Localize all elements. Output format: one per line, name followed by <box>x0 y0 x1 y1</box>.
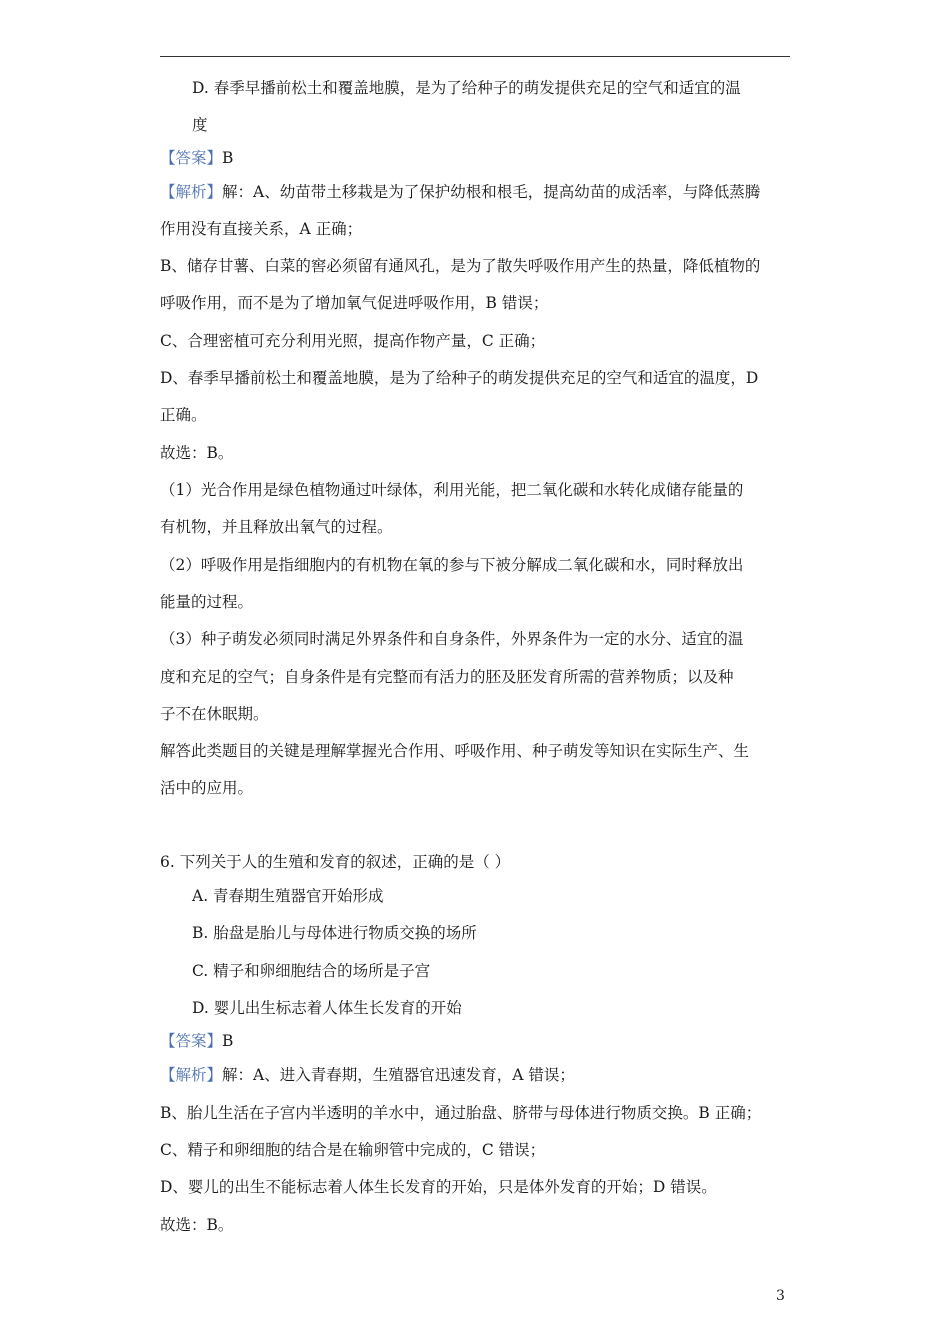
page-number: 3 <box>776 1288 785 1304</box>
q5-analysis-line: 能量的过程。 <box>160 593 254 611</box>
q6-option-a: A. 青春期生殖器官开始形成 <box>192 887 384 905</box>
q6-stem: 6. 下列关于人的生殖和发育的叙述，正确的是（ ） <box>160 853 511 871</box>
q6-option-b: B. 胎盘是胎儿与母体进行物质交换的场所 <box>192 924 477 942</box>
q5-analysis-line: 作用没有直接关系，A 正确； <box>160 220 363 238</box>
q6-option-c: C. 精子和卵细胞结合的场所是子宫 <box>192 962 431 980</box>
q5-analysis-line: （3）种子萌发必须同时满足外界条件和自身条件，外界条件为一定的水分、适宜的温 <box>160 630 744 648</box>
q5-analysis-line: 有机物，并且释放出氧气的过程。 <box>160 518 393 536</box>
q5-analysis-line: 正确。 <box>160 406 207 424</box>
q5-analysis-line: D、春季早播前松土和覆盖地膜，是为了给种子的萌发提供充足的空气和适宜的温度，D <box>160 369 759 387</box>
q6-analysis-line: B、胎儿生活在子宫内半透明的羊水中，通过胎盘、脐带与母体进行物质交换。B 正确； <box>160 1104 762 1122</box>
q5-analysis-line: （2）呼吸作用是指细胞内的有机物在氧的参与下被分解成二氧化碳和水，同时释放出 <box>160 556 744 574</box>
q5-analysis-line: 呼吸作用，而不是为了增加氧气促进呼吸作用，B 错误； <box>160 294 549 312</box>
answer-value: B <box>222 1032 234 1050</box>
q5-analysis-line: 活中的应用。 <box>160 779 254 797</box>
analysis-tag: 【解析】 <box>160 1066 223 1084</box>
answer-tag: 【答案】 <box>160 1032 223 1050</box>
q5-analysis-line: C、合理密植可充分利用光照，提高作物产量，C 正确； <box>160 332 546 350</box>
analysis-text: 解：A、进入青春期，生殖器官迅速发育，A 错误； <box>222 1066 575 1084</box>
q5-analysis-line: 解答此类题目的关键是理解掌握光合作用、呼吸作用、种子萌发等知识在实际生产、生 <box>160 742 750 760</box>
q6-analysis-line: D、婴儿的出生不能标志着人体生长发育的开始，只是体外发育的开始；D 错误。 <box>160 1178 717 1196</box>
q6-option-d: D. 婴儿出生标志着人体生长发育的开始 <box>192 999 462 1017</box>
analysis-tag: 【解析】 <box>160 183 223 201</box>
prev-option-d-line2: 度 <box>192 116 208 134</box>
q6-analysis-line: 故选：B。 <box>160 1216 234 1234</box>
q6-analysis-line: C、精子和卵细胞的结合是在输卵管中完成的，C 错误； <box>160 1141 546 1159</box>
prev-option-d-line1: D. 春季早播前松土和覆盖地膜，是为了给种子的萌发提供充足的空气和适宜的温 <box>192 79 741 97</box>
q5-analysis-line: 度和充足的空气；自身条件是有完整而有活力的胚及胚发育所需的营养物质；以及种 <box>160 668 734 686</box>
q6-analysis-line <box>160 1065 575 1085</box>
q5-analysis-line: 故选：B。 <box>160 444 234 462</box>
q6-answer <box>160 1031 233 1051</box>
q5-analysis-line: B、储存甘薯、白菜的窖必须留有通风孔，是为了散失呼吸作用产生的热量，降低植物的 <box>160 257 761 275</box>
answer-value: B <box>222 149 234 167</box>
q5-analysis-line: （1）光合作用是绿色植物通过叶绿体，利用光能，把二氧化碳和水转化成储存能量的 <box>160 481 744 499</box>
q5-analysis-line: 子不在休眠期。 <box>160 705 269 723</box>
q5-answer <box>160 148 233 168</box>
q5-analysis-line <box>160 182 760 202</box>
analysis-text: 解：A、幼苗带土移栽是为了保护幼根和根毛，提高幼苗的成活率，与降低蒸腾 <box>222 183 761 201</box>
header-rule <box>160 56 790 57</box>
answer-tag: 【答案】 <box>160 149 223 167</box>
